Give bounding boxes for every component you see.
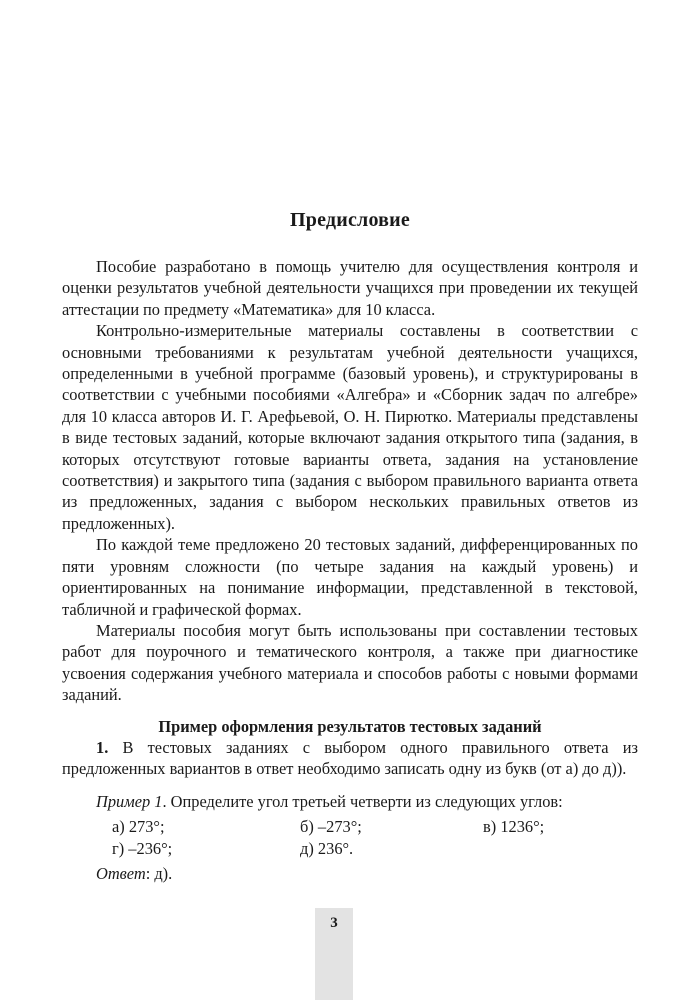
- option-g-value: –236°;: [128, 838, 173, 858]
- option-a-value: 273°;: [128, 817, 165, 837]
- example-label: Пример 1: [96, 791, 163, 811]
- option-g: [112, 838, 172, 859]
- answer-separator: :: [145, 863, 155, 883]
- option-v: [483, 816, 544, 837]
- example-label-suffix: .: [162, 791, 167, 811]
- example-question: Определите угол третьей четверти из следующих углов:: [170, 791, 563, 811]
- option-d-key: д): [300, 838, 314, 858]
- option-d: [300, 838, 353, 859]
- answer-value: д).: [154, 863, 173, 883]
- example-prompt: [62, 791, 638, 812]
- paragraph-usage: Материалы пособия могут быть использованы при составлении тестовых работ для поурочного и тематического контроля, а также при диагностике усвоения содержания учебного материала и способов работы с новыми формами заданий.: [62, 620, 638, 705]
- option-g-key: г): [112, 838, 125, 858]
- numbered-item-1: [62, 737, 638, 780]
- option-a: [112, 816, 165, 837]
- option-a-key: а): [112, 817, 125, 837]
- paragraph-intro: Пособие разработано в помощь учителю для осуществления контроля и оценки результатов учебной деятельности учащихся при проведении их текущей аттестации по предмету «Математика» для 10 класса.: [62, 257, 638, 319]
- option-d-value: 236°.: [317, 838, 354, 858]
- option-b-value: –273°;: [317, 817, 362, 837]
- answer-options: [62, 816, 638, 859]
- paragraph-materials: Контрольно-измерительные материалы составлены в соответствии с основными требованиями к результатам учебной деятельности учащихся, определенными в учебной программе (базовый уровень), и структурированы в соответствии с учебными пособиями «Алгебра» и «Сборник задач по алгебре» для 10 класса авторов И. Г. Арефьевой, О. Н. Пирютко. Материалы представлены в виде тестовых заданий, которые включают задания открытого типа (задания, в которых отсутствуют готовые варианты ответа, задания на установление соответствия) и закрытого типа (задания с выбором правильного варианта ответа из предложенных, задания с выбором нескольких правильных ответов из предложенных).: [62, 321, 638, 533]
- page-title: Предисловие: [290, 209, 410, 231]
- option-v-value: 1236°;: [500, 817, 545, 837]
- option-b-key: б): [300, 817, 314, 837]
- paragraph-per-topic: По каждой теме предложено 20 тестовых заданий, дифференцированных по пяти уровням сложности (по четыре задания на каждый уровень) и ориентированных на понимание информации, представленной в текстовой, табличной и графической формах.: [62, 535, 638, 619]
- answer-label: Ответ: [96, 863, 146, 883]
- option-v-key: в): [483, 817, 497, 837]
- page-number: 3: [330, 915, 338, 931]
- options-row-2: [62, 838, 638, 859]
- page-content: [62, 208, 638, 884]
- options-row-1: [62, 816, 638, 837]
- example-answer: [62, 863, 638, 884]
- item-number: 1.: [96, 737, 109, 757]
- option-b: [300, 816, 362, 837]
- section-heading: Пример оформления результатов тестовых заданий: [158, 716, 542, 736]
- item-text: В тестовых заданиях с выбором одного правильного ответа из предложенных вариантов в ответ необходимо записать одну из букв (от а) до д)).: [62, 737, 638, 779]
